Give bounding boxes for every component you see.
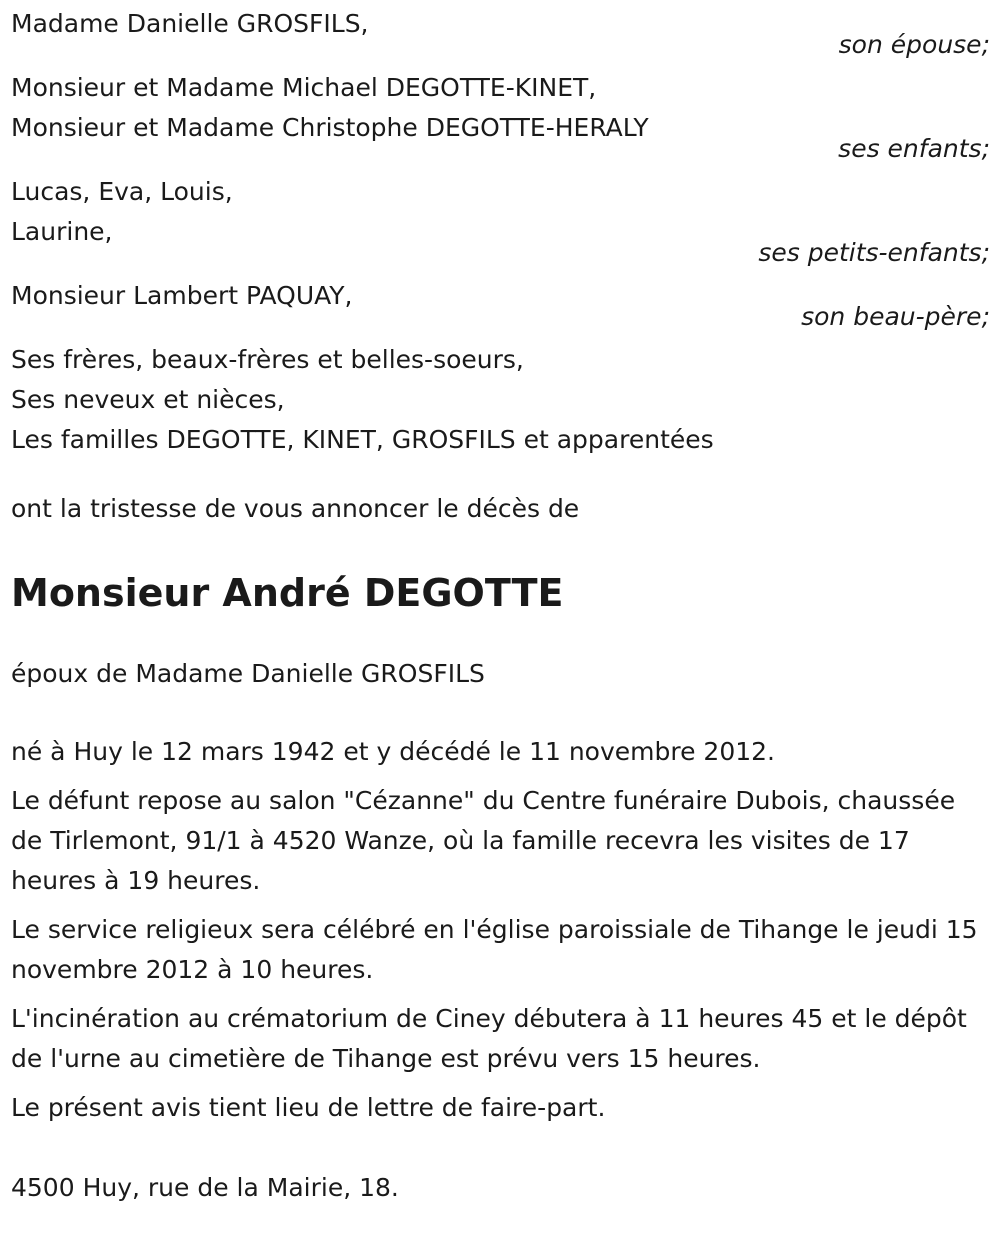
family-group-spouse [11,4,990,58]
family-group-grandchildren [11,172,990,266]
relation-label: son beau-père; [801,302,990,331]
cremation-paragraph: L'incinération au crématorium de Ciney débutera à 11 heures 45 et le dépôt de l'urne au cimetière de Tihange est prévu vers 15 heures. [11,1004,967,1073]
birth-death-paragraph: né à Huy le 12 mars 1942 et y décédé le 11 novembre 2012. [11,737,775,766]
deceased-name: Monsieur André DEGOTTE [11,571,564,615]
announcement-text: ont la tristesse de vous annoncer le décès de [11,494,580,523]
family-member-line: Monsieur et Madame Christophe DEGOTTE-HERALY [11,113,649,142]
family-member-line: Madame Danielle GROSFILS, [11,9,369,38]
family-group-children [11,68,990,162]
family-group-father-in-law [11,276,990,330]
relation-label: ses enfants; [838,134,990,163]
service-paragraph: Le service religieux sera célébré en l'église paroissiale de Tihange le jeudi 15 novembre 2012 à 10 heures. [11,915,978,984]
family-address: 4500 Huy, rue de la Mairie, 18. [11,1173,399,1202]
family-member-line: Les familles DEGOTTE, KINET, GROSFILS et apparentées [11,425,714,454]
spouse-line: époux de Madame Danielle GROSFILS [11,659,485,688]
family-member-line: Ses neveux et nièces, [11,385,285,414]
family-group-extended [11,340,990,460]
spacer [11,460,990,489]
family-member-line: Lucas, Eva, Louis, [11,177,233,206]
family-member-line: Ses frères, beaux-frères et belles-soeurs, [11,345,524,374]
family-member-line: Monsieur et Madame Michael DEGOTTE-KINET, [11,73,597,102]
relation-label: son épouse; [838,30,990,59]
rest-location-paragraph: Le défunt repose au salon "Cézanne" du Centre funéraire Dubois, chaussée de Tirlemont, 91/1 à 4520 Wanze, où la famille recevra les visites de 17 heures à 19 heures. [11,786,956,895]
notice-paragraph: Le présent avis tient lieu de lettre de faire-part. [11,1093,606,1122]
relation-label: ses petits-enfants; [758,238,990,267]
family-member-line: Monsieur Lambert PAQUAY, [11,281,353,310]
family-member-line: Laurine, [11,217,113,246]
